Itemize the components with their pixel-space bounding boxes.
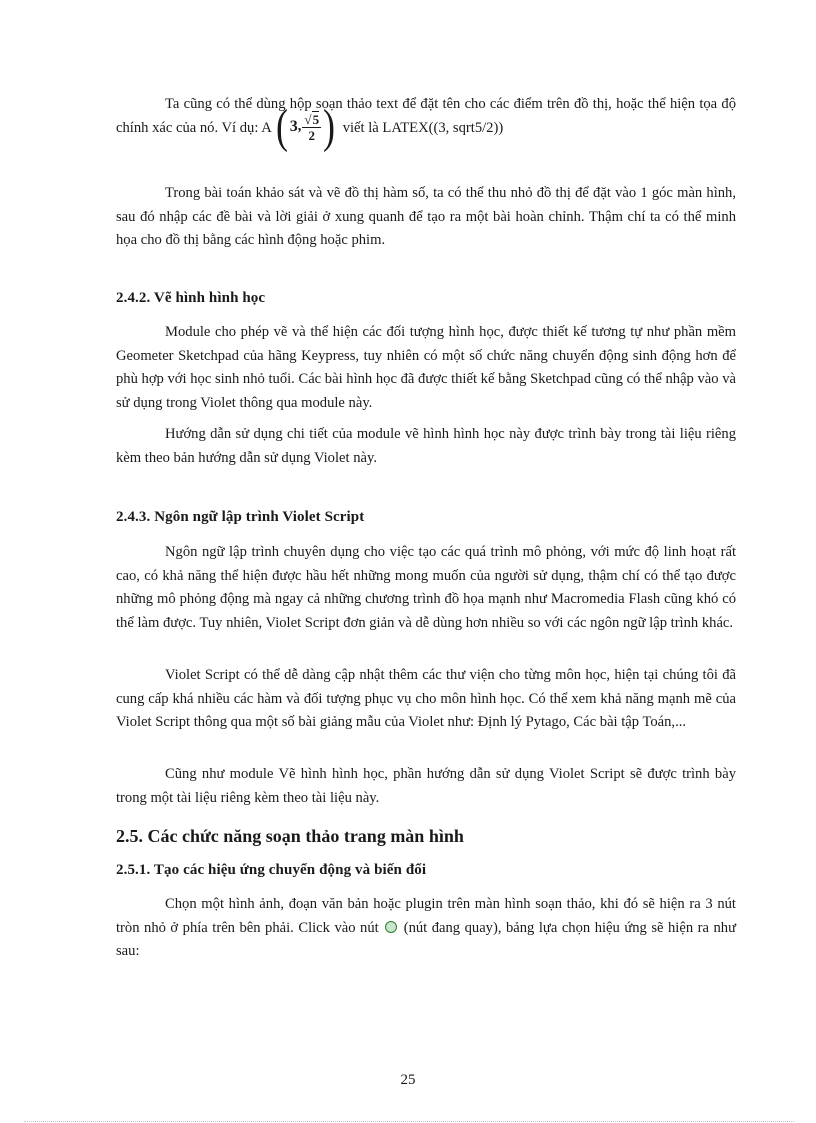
page-number: 25 (400, 1072, 416, 1088)
formula-coordinate: ( 3 , $\frac{√5}{2}$ ) (275, 100, 336, 154)
paragraph-violet-script-library: Violet Script có thể dễ dàng cập nhật thêm các thư viện cho từng môn học, hiện tại chúng tôi đã cung cấp khá nhiều các hàm và đối tượng phục vụ cho môn hình học. Có thể xem khả năng mạnh mẽ của Violet Script thông qua một số bài giảng mẫu của Violet như: Định lý Pytago, Các bài tập Toán,... (116, 667, 736, 730)
paragraph-violet-script-intro: Ngôn ngữ lập trình chuyên dụng cho việc tạo các quá trình mô phỏng, với mức độ linh hoạt rất cao, có khả năng thể hiện được hầu hết những mong muốn của người sử dụng, thậm chí có thể tạo được những mô phỏng động mà ngay cả những chương trình đồ họa mạnh như Macromedia Flash cũng khó có thể làm được. Tuy nhiên, Violet Script đơn giản và dễ dùng hơn nhiều so với các ngôn ngữ lập trình khác. (116, 544, 736, 631)
heading-2-4-3: 2.4.3. Ngôn ngữ lập trình Violet Script (116, 509, 365, 525)
paragraph-latex-label: Ta cũng có thể dùng hộp soạn thảo text để đặt tên cho các điểm trên đồ thị, hoặc thể hiện tọa độ chính xác của nó. Ví dụ: A ( 3 , $\frac{√5}{2}$ ) viết là LATEX((3, sqrt5/2)) (116, 96, 736, 154)
page-bottom-divider (24, 1121, 794, 1122)
paragraph-violet-script-guide: Cũng như module Vẽ hình hình học, phần hướng dẫn sử dụng Violet Script sẽ được trình bày trong một tài liệu riêng kèm theo tài liệu này. (116, 766, 736, 806)
heading-2-4-2: 2.4.2. Vẽ hình hình học (116, 290, 266, 306)
paragraph-effects-instructions: Chọn một hình ảnh, đoạn văn bản hoặc plugin trên màn hình soạn thảo, khi đó sẽ hiện ra 3 nút tròn nhỏ ở phía trên bên phải. Click vào nút (nút đang quay), bảng lựa chọn hiệu ứng sẽ hiện ra như sau: (116, 896, 736, 959)
heading-2-5-1: 2.5.1. Tạo các hiệu ứng chuyển động và biến đổi (116, 862, 427, 878)
paragraph-geometry-module: Module cho phép vẽ và thể hiện các đối tượng hình học, được thiết kế tương tự như phần mềm Geometer Sketchpad của hãng Keypress, tuy nhiên có một số chức năng chuyển động sinh động hơn để phù hợp với học sinh nhỏ tuổi. Các bài hình học đã được thiết kế bằng Sketchpad cũng có thể nhập vào và sử dụng trong Violet thông qua module này. (116, 324, 736, 411)
paragraph-geometry-guide: Hướng dẫn sử dụng chi tiết của module vẽ hình hình học này được trình bày trong tài liệu riêng kèm theo bản hướng dẫn sử dụng Violet này. (116, 426, 736, 466)
paragraph-thumbnail-graph: Trong bài toán khảo sát và vẽ đồ thị hàm số, ta có thể thu nhỏ đồ thị để đặt vào 1 góc màn hình, sau đó nhập các đề bài và lời giải ở xung quanh để tạo ra một bài hoàn chỉnh. Thậm chí ta có thể minh họa cho đồ thị bằng các hình động hoặc phim. (116, 185, 736, 248)
heading-2-5: 2.5. Các chức năng soạn thảo trang màn hình (116, 826, 464, 846)
smiley-rotate-icon (385, 921, 397, 933)
